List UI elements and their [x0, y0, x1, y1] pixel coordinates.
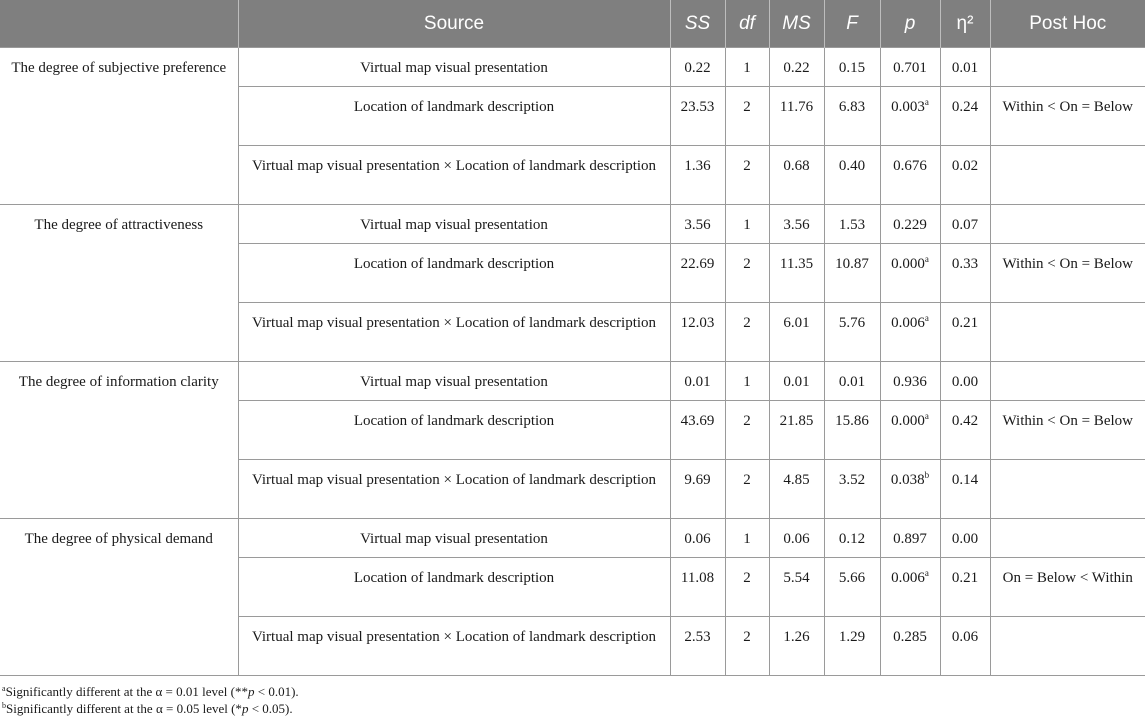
- eta-cell: 0.14: [940, 460, 990, 519]
- f-cell: 1.29: [824, 617, 880, 676]
- df-cell: 1: [725, 519, 769, 558]
- posthoc-cell: [990, 48, 1145, 87]
- ss-cell: 12.03: [670, 303, 725, 362]
- f-cell: 0.40: [824, 146, 880, 205]
- table-row: [0, 48, 1145, 87]
- source-cell: Virtual map visual presentation × Location of landmark description: [238, 146, 670, 205]
- p-cell: [880, 48, 940, 87]
- p-cell: [880, 519, 940, 558]
- df-cell: 2: [725, 617, 769, 676]
- ms-cell: 6.01: [769, 303, 824, 362]
- source-cell: Virtual map visual presentation: [238, 362, 670, 401]
- p-value: 0.000: [891, 413, 925, 429]
- footnote-b: [2, 700, 1145, 717]
- footnote-a: [2, 683, 1145, 700]
- df-cell: 2: [725, 303, 769, 362]
- p-value: 0.229: [893, 217, 927, 233]
- ss-cell: 43.69: [670, 401, 725, 460]
- header-ms: MS: [769, 0, 824, 48]
- posthoc-cell: [990, 205, 1145, 244]
- eta-cell: 0.33: [940, 244, 990, 303]
- header-eta: η²: [940, 0, 990, 48]
- p-cell: [880, 146, 940, 205]
- group-label: The degree of subjective preference: [0, 48, 238, 205]
- footnotes: [0, 683, 1145, 717]
- f-cell: 6.83: [824, 87, 880, 146]
- p-value: 0.285: [893, 629, 927, 645]
- source-cell: Virtual map visual presentation × Location of landmark description: [238, 460, 670, 519]
- footnote-text: Significantly different at the α = 0.05 level (*: [6, 701, 242, 716]
- ss-cell: 9.69: [670, 460, 725, 519]
- f-cell: 0.01: [824, 362, 880, 401]
- p-cell: [880, 244, 940, 303]
- df-cell: 1: [725, 362, 769, 401]
- f-cell: 1.53: [824, 205, 880, 244]
- posthoc-cell: [990, 362, 1145, 401]
- ss-cell: 0.06: [670, 519, 725, 558]
- ss-cell: 0.01: [670, 362, 725, 401]
- table-row: [0, 205, 1145, 244]
- source-cell: Virtual map visual presentation: [238, 48, 670, 87]
- p-value: 0.006: [891, 570, 925, 586]
- eta-cell: 0.01: [940, 48, 990, 87]
- p-cell: [880, 617, 940, 676]
- ss-cell: 0.22: [670, 48, 725, 87]
- footnote-text: Significantly different at the α = 0.01 level (**: [5, 684, 248, 699]
- source-cell: Location of landmark description: [238, 244, 670, 303]
- df-cell: 2: [725, 401, 769, 460]
- ss-cell: 3.56: [670, 205, 725, 244]
- eta-cell: 0.21: [940, 303, 990, 362]
- df-cell: 2: [725, 460, 769, 519]
- footnote-text-end: < 0.01).: [254, 684, 299, 699]
- posthoc-cell: [990, 460, 1145, 519]
- eta-cell: 0.42: [940, 401, 990, 460]
- ss-cell: 11.08: [670, 558, 725, 617]
- source-cell: Virtual map visual presentation: [238, 519, 670, 558]
- eta-cell: 0.06: [940, 617, 990, 676]
- ms-cell: 1.26: [769, 617, 824, 676]
- footnote-text-end: < 0.05).: [248, 701, 293, 716]
- f-cell: 3.52: [824, 460, 880, 519]
- p-value: 0.676: [893, 158, 927, 174]
- p-cell: [880, 401, 940, 460]
- table-row: [0, 362, 1145, 401]
- header-blank: [0, 0, 238, 48]
- eta-cell: 0.00: [940, 362, 990, 401]
- ss-cell: 23.53: [670, 87, 725, 146]
- ms-cell: 0.68: [769, 146, 824, 205]
- significance-mark: a: [924, 254, 929, 264]
- p-value: 0.897: [893, 531, 927, 547]
- source-cell: Location of landmark description: [238, 401, 670, 460]
- df-cell: 2: [725, 146, 769, 205]
- ms-cell: 3.56: [769, 205, 824, 244]
- f-cell: 0.12: [824, 519, 880, 558]
- posthoc-cell: [990, 146, 1145, 205]
- source-cell: Virtual map visual presentation × Location of landmark description: [238, 303, 670, 362]
- p-value: 0.936: [893, 374, 927, 390]
- footnote-mark: a: [2, 684, 6, 693]
- posthoc-cell: Within < On = Below: [990, 401, 1145, 460]
- p-value: 0.006: [891, 315, 925, 331]
- ms-cell: 11.76: [769, 87, 824, 146]
- header-row: [0, 0, 1145, 48]
- ss-cell: 1.36: [670, 146, 725, 205]
- ms-cell: 21.85: [769, 401, 824, 460]
- group-label: The degree of physical demand: [0, 519, 238, 676]
- ms-cell: 5.54: [769, 558, 824, 617]
- source-cell: Virtual map visual presentation × Location of landmark description: [238, 617, 670, 676]
- eta-cell: 0.07: [940, 205, 990, 244]
- header-f: F: [824, 0, 880, 48]
- significance-mark: a: [924, 97, 929, 107]
- p-value: 0.038: [890, 472, 925, 488]
- f-cell: 0.15: [824, 48, 880, 87]
- p-cell: [880, 303, 940, 362]
- source-cell: Location of landmark description: [238, 558, 670, 617]
- significance-mark: b: [924, 470, 930, 480]
- p-cell: [880, 362, 940, 401]
- source-cell: Location of landmark description: [238, 87, 670, 146]
- eta-cell: 0.21: [940, 558, 990, 617]
- df-cell: 2: [725, 244, 769, 303]
- df-cell: 2: [725, 87, 769, 146]
- eta-cell: 0.00: [940, 519, 990, 558]
- significance-mark: a: [924, 313, 929, 323]
- ms-cell: 4.85: [769, 460, 824, 519]
- eta-cell: 0.24: [940, 87, 990, 146]
- ss-cell: 2.53: [670, 617, 725, 676]
- f-cell: 15.86: [824, 401, 880, 460]
- f-cell: 5.76: [824, 303, 880, 362]
- p-cell: [880, 558, 940, 617]
- header-source: Source: [238, 0, 670, 48]
- footnote-p: p: [241, 701, 249, 716]
- group-label: The degree of attractiveness: [0, 205, 238, 362]
- eta-cell: 0.02: [940, 146, 990, 205]
- p-value: 0.003: [891, 99, 925, 115]
- significance-mark: a: [924, 411, 929, 421]
- df-cell: 1: [725, 205, 769, 244]
- posthoc-cell: On = Below < Within: [990, 558, 1145, 617]
- table-body: [0, 48, 1145, 676]
- posthoc-cell: Within < On = Below: [990, 244, 1145, 303]
- source-cell: Virtual map visual presentation: [238, 205, 670, 244]
- header-p: p: [880, 0, 940, 48]
- p-value: 0.701: [893, 60, 927, 76]
- p-cell: [880, 87, 940, 146]
- posthoc-cell: [990, 303, 1145, 362]
- posthoc-cell: [990, 617, 1145, 676]
- header-posthoc: Post Hoc: [990, 0, 1145, 48]
- header-df: df: [725, 0, 769, 48]
- ms-cell: 11.35: [769, 244, 824, 303]
- table-row: [0, 519, 1145, 558]
- df-cell: 2: [725, 558, 769, 617]
- ss-cell: 22.69: [670, 244, 725, 303]
- posthoc-cell: Within < On = Below: [990, 87, 1145, 146]
- p-value: 0.000: [891, 256, 925, 272]
- p-cell: [880, 205, 940, 244]
- ms-cell: 0.01: [769, 362, 824, 401]
- footnote-mark: b: [2, 701, 6, 710]
- df-cell: 1: [725, 48, 769, 87]
- significance-mark: a: [924, 568, 929, 578]
- f-cell: 10.87: [824, 244, 880, 303]
- footnote-p: p: [248, 684, 255, 699]
- p-cell: [880, 460, 940, 519]
- header-ss: SS: [670, 0, 725, 48]
- posthoc-cell: [990, 519, 1145, 558]
- ms-cell: 0.06: [769, 519, 824, 558]
- f-cell: 5.66: [824, 558, 880, 617]
- ms-cell: 0.22: [769, 48, 824, 87]
- group-label: The degree of information clarity: [0, 362, 238, 519]
